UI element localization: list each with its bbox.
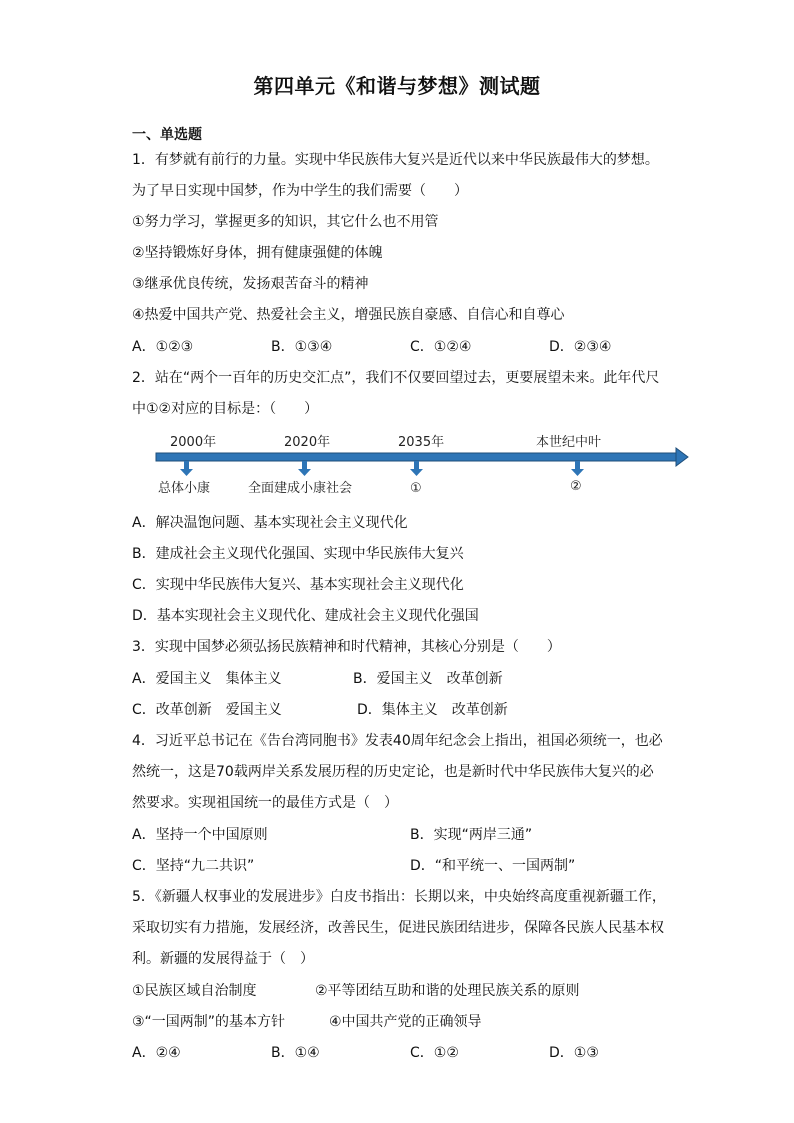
q4-stem-line-3: 然要求。实现祖国统一的最佳方式是（ ） (132, 795, 398, 811)
timeline-year-2000: 2000年 (170, 435, 217, 450)
q2-option-b: B．建成社会主义现代化强国、实现中华民族伟大复兴 (132, 546, 464, 562)
q2-stem-line-2: 中①②对应的目标是：（ ） (132, 401, 319, 417)
q1-stem-line-1: 1．有梦就有前行的力量。实现中华民族伟大复兴是近代以来中华民族最伟大的梦想。 (132, 152, 659, 168)
timeline-label-1: 总体小康 (158, 481, 211, 496)
section-heading: 一、单选题 (132, 127, 202, 143)
q5-option-c: C．①② (410, 1045, 459, 1061)
q5-item-1: ①民族区域自治制度 (132, 983, 257, 999)
timeline-year-2035: 2035年 (398, 435, 445, 450)
timeline-label-3: ① (410, 481, 422, 496)
q4-stem-line-2: 然统一，这是70载两岸关系发展历程的历史定论，也是新时代中华民族伟大复兴的必 (132, 764, 654, 780)
q5-option-d: D．①③ (549, 1045, 599, 1061)
q5-stem-line-2: 采取切实有力措施，发展经济，改善民生，促进民族团结进步，保障各民族人民基本权 (132, 920, 664, 936)
q5-item-4: ④中国共产党的正确领导 (329, 1014, 482, 1030)
timeline-label-4: ② (570, 479, 582, 494)
timeline-figure (150, 432, 695, 502)
q3-stem: 3．实现中国梦必须弘扬民族精神和时代精神，其核心分别是（ ） (132, 639, 561, 655)
q5-option-a: A．②④ (132, 1045, 181, 1061)
q2-option-d: D．基本实现社会主义现代化、建成社会主义现代化强国 (132, 608, 479, 624)
q1-option-d: D．②③④ (549, 339, 612, 355)
timeline-year-mid-century: 本世纪中叶 (536, 435, 602, 450)
timeline-label-2: 全面建成小康社会 (248, 481, 353, 496)
timeline-marker-mid-century (571, 461, 584, 476)
q1-option-b: B．①③④ (271, 339, 333, 355)
q3-option-a: A．爱国主义 集体主义 (132, 671, 282, 687)
q4-stem-line-1: 4．习近平总书记在《告台湾同胞书》发表40周年纪念会上指出，祖国必须统一，也必 (132, 733, 663, 749)
q5-stem-line-1: 5．《新疆人权事业的发展进步》白皮书指出：长期以来，中央始终高度重视新疆工作， (132, 889, 666, 905)
q1-item-3: ③继承优良传统，发扬艰苦奋斗的精神 (132, 276, 369, 292)
q1-stem-line-2: 为了早日实现中国梦，作为中学生的我们需要（ ） (132, 183, 468, 199)
q4-option-b: B．实现“两岸三通” (410, 827, 533, 843)
timeline-marker-2000 (180, 461, 193, 476)
page-title: 第四单元《和谐与梦想》测试题 (253, 74, 541, 98)
q4-option-c: C．坚持“九二共识” (132, 858, 255, 874)
q5-item-2: ②平等团结互助和谐的处理民族关系的原则 (315, 983, 580, 999)
q4-option-d: D．“和平统一、一国两制” (410, 858, 576, 874)
timeline-year-2020: 2020年 (284, 435, 331, 450)
q1-option-c: C．①②④ (410, 339, 472, 355)
timeline-arrow (156, 448, 688, 466)
q1-item-4: ④热爱中国共产党、热爱社会主义，增强民族自豪感、自信心和自尊心 (132, 307, 565, 323)
q5-option-b: B．①④ (271, 1045, 320, 1061)
q1-item-2: ②坚持锻炼好身体，拥有健康强健的体魄 (132, 245, 383, 261)
q2-option-c: C．实现中华民族伟大复兴、基本实现社会主义现代化 (132, 577, 464, 593)
timeline-marker-2020 (298, 461, 311, 476)
q1-option-a: A．①②③ (132, 339, 194, 355)
q4-option-a: A．坚持一个中国原则 (132, 827, 268, 843)
q1-item-1: ①努力学习，掌握更多的知识，其它什么也不用管 (132, 214, 439, 230)
timeline-marker-2035 (410, 461, 423, 476)
q3-option-b: B．爱国主义 改革创新 (353, 671, 503, 687)
q3-option-d: D．集体主义 改革创新 (357, 702, 508, 718)
q5-item-3: ③“一国两制”的基本方针 (132, 1014, 286, 1030)
q5-stem-line-3: 利。新疆的发展得益于（ ） (132, 951, 314, 967)
q3-option-c: C．改革创新 爱国主义 (132, 702, 282, 718)
q2-option-a: A．解决温饱问题、基本实现社会主义现代化 (132, 515, 408, 531)
q2-stem-line-1: 2．站在“两个一百年的历史交汇点”，我们不仅要回望过去，更要展望未来。此年代尺 (132, 370, 660, 386)
